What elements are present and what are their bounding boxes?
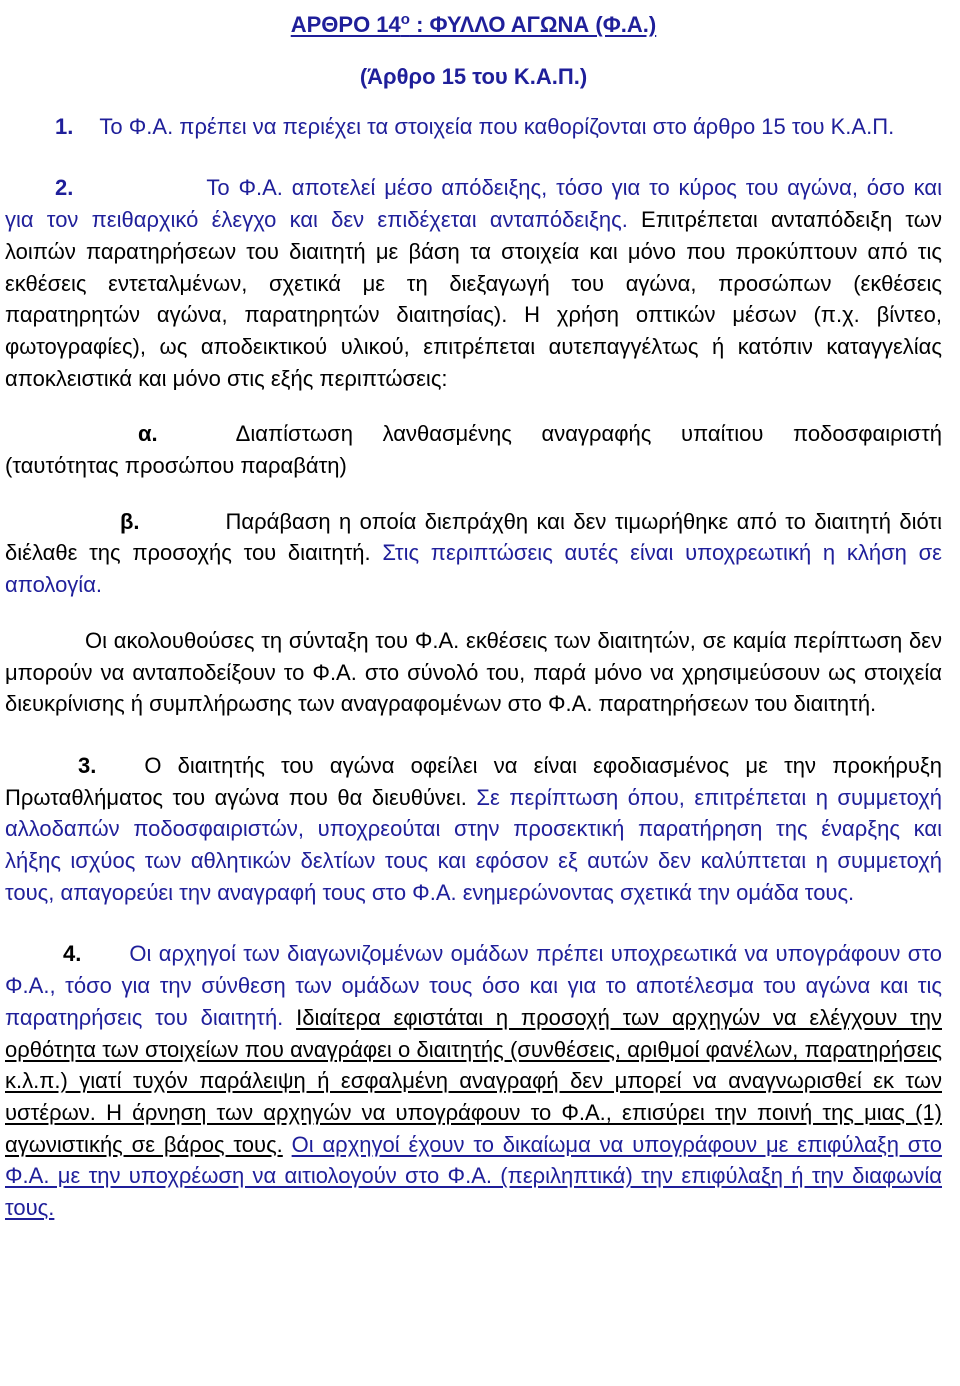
article-subtitle: (Άρθρο 15 του Κ.Α.Π.) bbox=[359, 64, 588, 89]
paragraph-number: 2. bbox=[55, 175, 74, 201]
paragraph-text: Επιτρέπεται ανταπόδειξη των λοιπών παρατηρήσεων του διαιτητή με βάση τα στοιχεία και μόνο που προκύπτουν από τις εκθέσεις εντεταλμένων, σχετικά με τη διεξαγωγή του αγώνα, προσώπων (εκθέσεις παρατηρητών αγώνα, παρατηρητών διαιτησίας). Η χρήση οπτικών μέσων (π.χ. βίντεο, φωτογραφίες), ως αποδεικτικού υλικού, επιτρέπεται αυτεπαγγέλτως ή κατόπιν καταγγελίας αποκλειστικά και μόνο στις εξής περιπτώσεις: bbox=[5, 207, 942, 391]
paragraph-number: 4. bbox=[63, 941, 82, 967]
underlined-text: Ιδιαίτερα εφιστάται η προσοχή των αρχηγών να ελέγχουν την ορθότητα των στοιχείων που αναγράφει ο διαιτητής (συνθέσεις, αριθμοί φανέλων, παρατηρήσεις κ.λ.π.) γιατί τυχόν παράλειψη ή εσφαλμένη αναγραφή δεν μπορεί να αναγνωρισθεί εκ των υστέρων. Η άρνηση των αρχηγών να υπογράφουν το Φ.Α., επισύρει την ποινή της μιας (1) αγωνιστικής σε βάρος τους. bbox=[5, 1004, 942, 1157]
list-item-text: Διαπίστωση λανθασμένης αναγραφής υπαίτιου ποδοσφαιριστή (ταυτότητας προσώπου παραβάτη) bbox=[5, 421, 942, 479]
paragraph-4 bbox=[5, 938, 942, 1223]
title-text: ΑΡΘΡΟ 14 bbox=[290, 12, 401, 37]
paragraph-followup: Οι ακολουθούσες τη σύνταξη του Φ.Α. εκθέσεις των διαιτητών, σε καμία περίπτωση δεν μπορούν να ανταποδείξουν το Φ.Α. στο σύνολό του, παρά μόνο να χρησιμεύσουν ως στοιχεία διευκρίνισης ή συμπλήρωσης των αναγραφομένων στο Φ.Α. παρατηρήσεων του διαιτητή. bbox=[5, 627, 942, 717]
list-item-text: Στις περιπτώσεις αυτές είναι υποχρεωτική η κλήση σε απολογία. bbox=[5, 540, 942, 598]
paragraph-text: Οι αρχηγοί των διαγωνιζομένων ομάδων πρέπει υποχρεωτικά να υπογράφουν στο Φ.Α., τόσο για την σύνθεση των ομάδων τους όσο και για το αποτέλεσμα του αγώνα και τις παρατηρήσεις του διαιτητή. bbox=[5, 941, 942, 1030]
paragraph-text: Το Φ.Α. πρέπει να περιέχει τα στοιχεία που καθορίζονται στο άρθρο 15 του Κ.Α.Π. bbox=[99, 113, 895, 139]
paragraph-number: 1. bbox=[55, 113, 74, 139]
list-item-b bbox=[5, 506, 942, 601]
article-title bbox=[5, 4, 942, 41]
paragraph-text: Το Φ.Α. αποτελεί μέσο απόδειξης, τόσο για το κύρος του αγώνα, όσο και για τον πειθαρχικό έλεγχο και δεν επιδέχεται ανταπόδειξης. bbox=[5, 175, 942, 233]
title-text-rest: : ΦΥΛΛΟ ΑΓΩΝΑ (Φ.Α.) bbox=[409, 12, 657, 37]
list-item-text: Παράβαση η οποία διεπράχθη και δεν τιμωρήθηκε από το διαιτητή διότι διέλαθε της προσοχής του διαιτητή. bbox=[5, 508, 942, 566]
paragraph-number: 3. bbox=[78, 752, 97, 778]
underlined-text: Οι αρχηγοί έχουν το δικαίωμα να υπογράφουν με επιφύλαξη στο Φ.Α. με την υποχρέωση να αιτιολογούν στο Φ.Α. (περιληπτικά) την επιφύλαξη ή την διαφωνία τους. bbox=[5, 1131, 942, 1221]
paragraph-1 bbox=[5, 111, 942, 143]
list-item-letter: β. bbox=[120, 508, 140, 534]
paragraph-2 bbox=[5, 172, 942, 394]
list-item-a bbox=[5, 418, 942, 481]
list-item-letter: α. bbox=[138, 421, 158, 447]
title-ordinal: ο bbox=[400, 11, 410, 28]
document-page bbox=[5, 0, 942, 1224]
paragraph-text: Ο διαιτητής του αγώνα οφείλει να είναι εφοδιασμένος με την προκήρυξη Πρωταθλήματος του αγώνα που θα διευθύνει. bbox=[5, 752, 942, 810]
paragraph-3 bbox=[5, 750, 942, 909]
paragraph-text: Σε περίπτωση όπου, επιτρέπεται η συμμετοχή αλλοδαπών ποδοσφαιριστών, υποχρεούται στην προσεκτική παρατήρηση της έναρξης και λήξης ισχύος των αθλητικών δελτίων τους και εφόσον εξ αυτών δεν καλύπτεται η συμμετοχή τους, απαγορεύει την αναγραφή τους στο Φ.Α. ενημερώνοντας σχετικά την ομάδα τους. bbox=[5, 784, 943, 905]
